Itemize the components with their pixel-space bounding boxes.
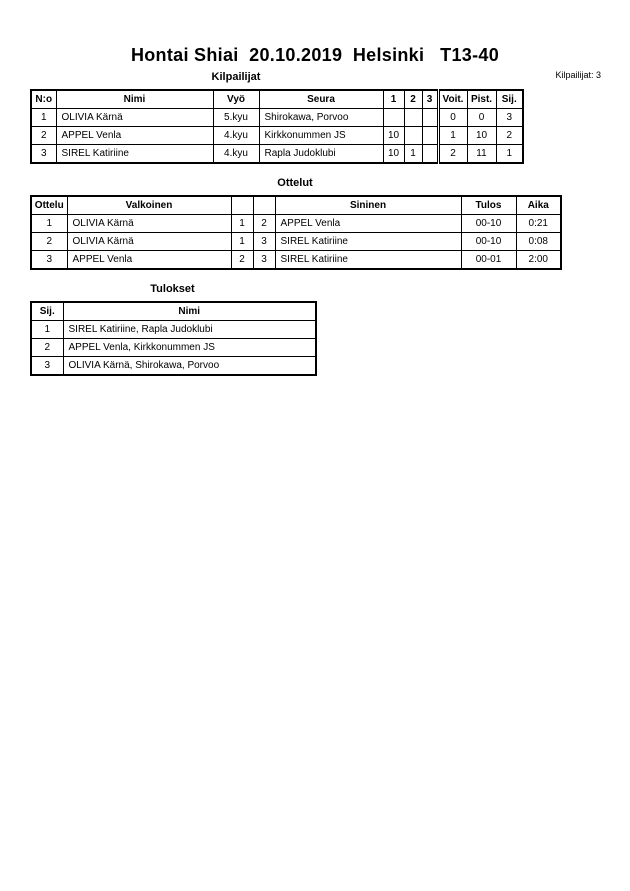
table-cell: OLIVIA Kärnä — [56, 109, 213, 127]
column-header: Sininen — [275, 196, 461, 215]
competitors-table — [30, 89, 524, 164]
table-cell: 2 — [31, 233, 67, 251]
table-cell: 2:00 — [516, 251, 561, 270]
table-cell — [422, 145, 438, 164]
table-cell: 1 — [404, 145, 422, 164]
page-title: Hontai Shiai 20.10.2019 Helsinki T13-40 — [130, 45, 500, 65]
table-row — [31, 215, 561, 233]
table-cell: 2 — [31, 339, 63, 357]
column-header: Valkoinen — [67, 196, 231, 215]
table-cell: 00-10 — [461, 233, 516, 251]
table-cell: OLIVIA Kärnä — [67, 233, 231, 251]
column-header: Voit. — [438, 90, 467, 109]
table-cell: 2 — [231, 251, 253, 270]
table-cell: 1 — [31, 109, 56, 127]
table-cell: APPEL Venla — [275, 215, 461, 233]
column-header: 2 — [404, 90, 422, 109]
table-row — [31, 251, 561, 270]
column-header: Seura — [259, 90, 383, 109]
table-cell — [383, 109, 404, 127]
table-row — [31, 109, 523, 127]
table-cell: 3 — [31, 145, 56, 164]
table-cell: 1 — [438, 127, 467, 145]
table-cell: 2 — [438, 145, 467, 164]
matches-table — [30, 195, 562, 270]
column-header: Ottelu — [31, 196, 67, 215]
table-cell: 3 — [253, 251, 275, 270]
column-header: Pist. — [467, 90, 496, 109]
matches-section-title: Ottelut — [277, 177, 313, 189]
column-header — [253, 196, 275, 215]
column-header: Nimi — [63, 302, 316, 321]
column-header: Vyö — [213, 90, 259, 109]
table-cell: OLIVIA Kärnä, Shirokawa, Porvoo — [63, 357, 316, 376]
table-cell: 10 — [383, 127, 404, 145]
column-header: 1 — [383, 90, 404, 109]
table-cell: SIREL Katiriine, Rapla Judoklubi — [63, 321, 316, 339]
table-cell: 4.kyu — [213, 145, 259, 164]
table-cell: 3 — [253, 233, 275, 251]
table-cell: SIREL Katiriine — [275, 251, 461, 270]
table-header-row — [31, 90, 523, 109]
table-cell: 1 — [31, 321, 63, 339]
table-cell: 0:21 — [516, 215, 561, 233]
table-cell: 1 — [496, 145, 523, 164]
column-header: Sij. — [496, 90, 523, 109]
table-cell: 1 — [31, 215, 67, 233]
table-cell: APPEL Venla, Kirkkonummen JS — [63, 339, 316, 357]
table-cell: 4.kyu — [213, 127, 259, 145]
table-cell — [404, 127, 422, 145]
results-section-title: Tulokset — [150, 283, 195, 295]
competitors-section-title: Kilpailijat — [211, 71, 261, 83]
table-cell: 10 — [467, 127, 496, 145]
table-cell: Rapla Judoklubi — [259, 145, 383, 164]
column-header: Nimi — [56, 90, 213, 109]
table-cell: 3 — [496, 109, 523, 127]
table-cell: Shirokawa, Porvoo — [259, 109, 383, 127]
table-cell: 00-10 — [461, 215, 516, 233]
table-cell: Kirkkonummen JS — [259, 127, 383, 145]
table-header-row — [31, 302, 316, 321]
table-row — [31, 127, 523, 145]
column-header: N:o — [31, 90, 56, 109]
table-cell — [404, 109, 422, 127]
table-cell: 3 — [31, 357, 63, 376]
table-cell: 0:08 — [516, 233, 561, 251]
table-cell — [422, 109, 438, 127]
competitors-count-label: Kilpailijat: 3 — [555, 70, 601, 80]
table-cell: 11 — [467, 145, 496, 164]
table-cell: APPEL Venla — [56, 127, 213, 145]
table-cell: 5.kyu — [213, 109, 259, 127]
table-header-row — [31, 196, 561, 215]
table-cell: APPEL Venla — [67, 251, 231, 270]
table-cell: OLIVIA Kärnä — [67, 215, 231, 233]
table-cell: SIREL Katiriine — [56, 145, 213, 164]
table-row — [31, 357, 316, 376]
table-cell: SIREL Katiriine — [275, 233, 461, 251]
table-cell: 0 — [438, 109, 467, 127]
table-row — [31, 321, 316, 339]
table-row — [31, 145, 523, 164]
table-row — [31, 233, 561, 251]
table-row — [31, 339, 316, 357]
column-header — [231, 196, 253, 215]
table-cell: 1 — [231, 233, 253, 251]
table-cell — [422, 127, 438, 145]
table-cell: 1 — [231, 215, 253, 233]
table-cell: 0 — [467, 109, 496, 127]
column-header: 3 — [422, 90, 438, 109]
table-cell: 2 — [253, 215, 275, 233]
results-table — [30, 301, 317, 376]
column-header: Sij. — [31, 302, 63, 321]
column-header: Tulos — [461, 196, 516, 215]
table-cell: 10 — [383, 145, 404, 164]
table-cell: 2 — [496, 127, 523, 145]
column-header: Aika — [516, 196, 561, 215]
table-cell: 2 — [31, 127, 56, 145]
table-cell: 3 — [31, 251, 67, 270]
table-cell: 00-01 — [461, 251, 516, 270]
